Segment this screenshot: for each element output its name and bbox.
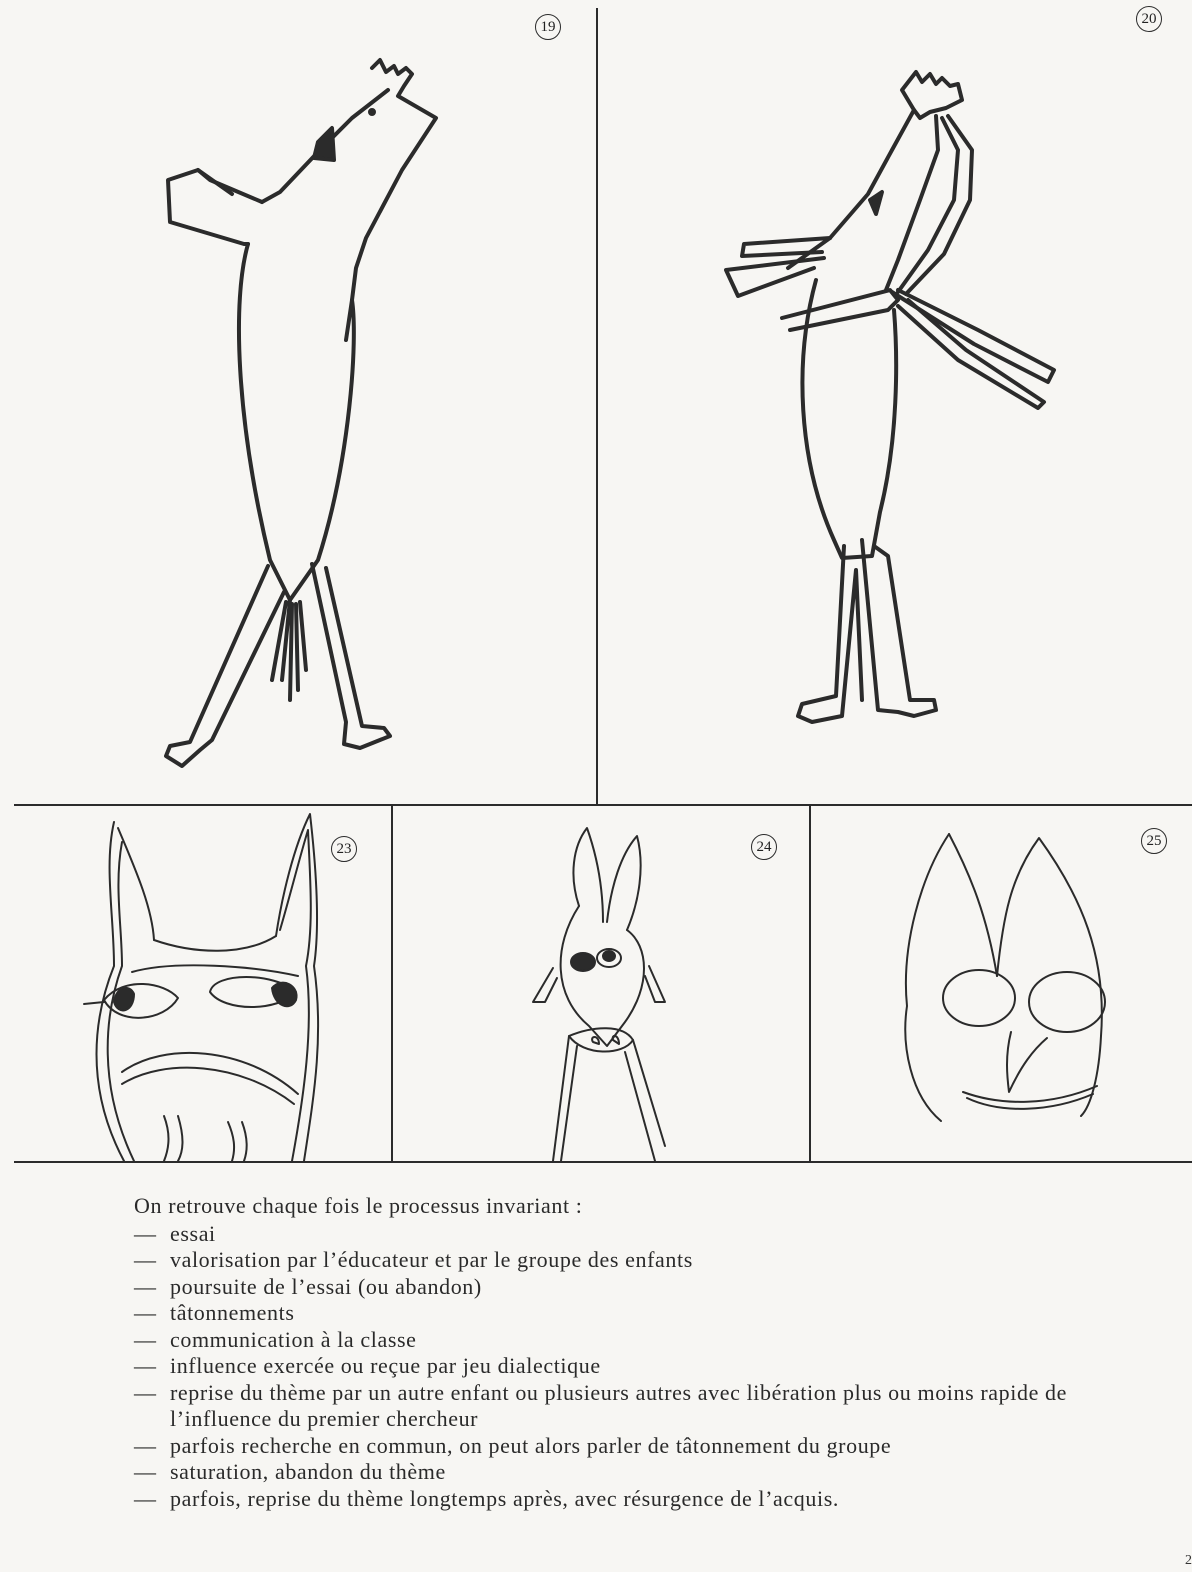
list-item: — tâtonnements [134, 1300, 1094, 1327]
figure-number-24: 24 [751, 834, 777, 860]
horse-head-drawing-25 [811, 806, 1192, 1161]
intro-sentence: On retrouve chaque fois le processus invariant : [134, 1193, 583, 1218]
list-item: — reprise du thème par un autre enfant ou plusieurs autres avec libération plus ou moins rapide de l’influence du premier chercheur [134, 1380, 1094, 1433]
list-item: — communication à la classe [134, 1327, 1094, 1354]
figure-number-25: 25 [1141, 828, 1167, 854]
horse-drawing-19 [0, 0, 596, 804]
list-item: — essai [134, 1221, 1094, 1248]
process-text-block [134, 1193, 1094, 1512]
page-number: 2 [1185, 1553, 1192, 1568]
horizontal-divider-bottom [14, 1161, 1192, 1163]
list-item: — influence exercée ou reçue par jeu dialectique [134, 1353, 1094, 1380]
figure-23-panel [14, 806, 391, 1161]
figure-number-20: 20 [1136, 6, 1162, 32]
figure-20-panel [598, 0, 1192, 804]
list-item: — parfois, reprise du thème longtemps après, avec résurgence de l’acquis. [134, 1486, 1094, 1513]
horse-drawing-20 [598, 0, 1192, 804]
horse-head-drawing-24 [393, 806, 809, 1161]
list-item: — valorisation par l’éducateur et par le groupe des enfants [134, 1247, 1094, 1274]
figure-24-panel [393, 806, 809, 1161]
process-list [134, 1221, 1094, 1513]
horse-head-drawing-23 [14, 806, 391, 1161]
figure-number-19: 19 [535, 14, 561, 40]
list-item: — parfois recherche en commun, on peut alors parler de tâtonnement du groupe [134, 1433, 1094, 1460]
figure-number-23: 23 [331, 836, 357, 862]
figure-19-panel [0, 0, 596, 804]
list-item: — saturation, abandon du thème [134, 1459, 1094, 1486]
figure-25-panel [811, 806, 1192, 1161]
list-item: — poursuite de l’essai (ou abandon) [134, 1274, 1094, 1301]
